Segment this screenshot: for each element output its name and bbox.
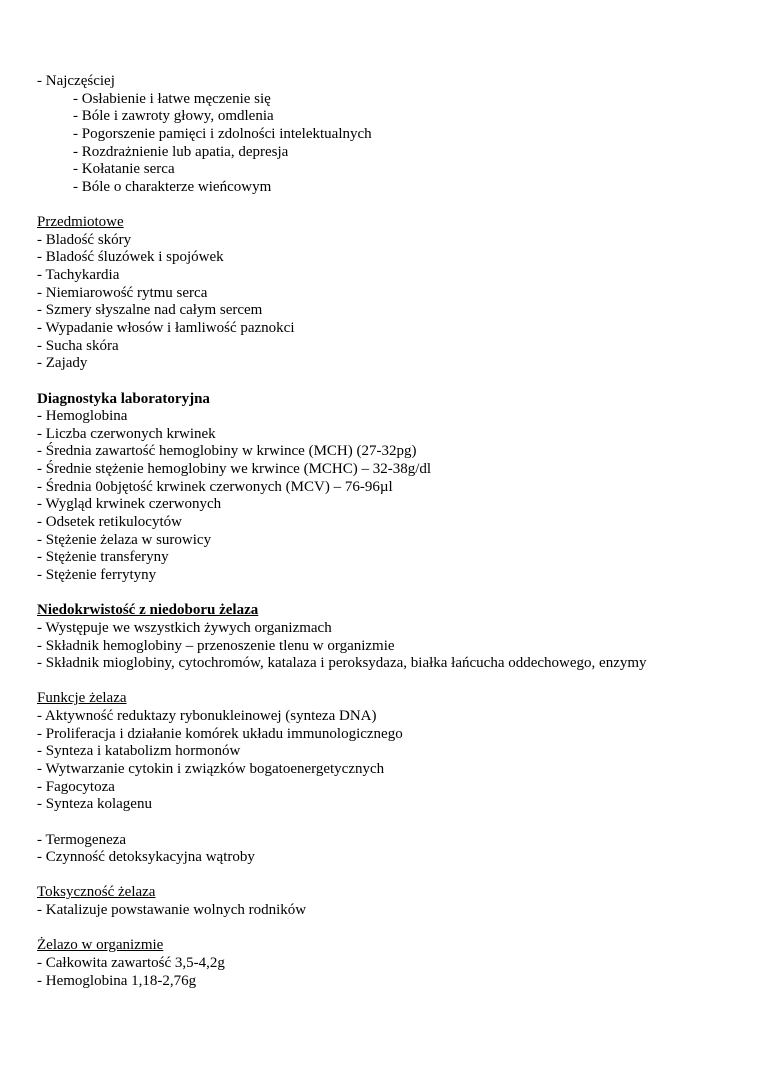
symptom-item: - Rozdrażnienie lub apatia, depresja	[73, 143, 289, 160]
objective-item: - Zajady	[37, 355, 88, 372]
iron-deficiency-item: - Występuje we wszystkich żywych organizmach	[37, 619, 332, 636]
symptom-item: - Kołatanie serca	[73, 161, 175, 178]
objective-item: - Tachykardia	[37, 267, 120, 284]
objective-item: - Szmery słyszalne nad całym sercem	[37, 302, 263, 319]
functions-item: - Aktywność reduktazy rybonukleinowej (synteza DNA)	[37, 708, 377, 725]
objective-item: - Niemiarowość rytmu serca	[37, 284, 208, 301]
objective-item: - Sucha skóra	[37, 337, 119, 354]
lab-item: - Hemoglobina	[37, 408, 128, 425]
functions-heading: Funkcje żelaza	[37, 690, 127, 707]
in-body-item: - Hemoglobina 1,18-2,76g	[37, 972, 197, 989]
functions-item: - Fagocytoza	[37, 778, 115, 795]
symptoms-intro: - Najczęściej	[37, 73, 115, 89]
section-spacer	[37, 196, 737, 214]
lab-item: - Wygląd krwinek czerwonych	[37, 496, 222, 513]
toxicity-item: - Katalizuje powstawanie wolnych rodników	[37, 902, 307, 919]
in-body-heading: Żelazo w organizmie	[37, 937, 164, 954]
section-spacer	[37, 867, 737, 885]
functions-item: - Termogeneza	[37, 831, 127, 848]
in-body-item: - Całkowita zawartość 3,5-4,2g	[37, 955, 225, 972]
iron-deficiency-heading: Niedokrwistość z niedoboru żelaza	[37, 602, 259, 619]
lab-heading: Diagnostyka laboratoryjna	[37, 390, 210, 407]
lab-item: - Stężenie transferyny	[37, 549, 169, 566]
functions-item: - Synteza kolagenu	[37, 796, 152, 813]
iron-deficiency-item: - Składnik mioglobiny, cytochromów, katalaza i peroksydaza, białka łańcucha oddechowego, enzymy	[37, 655, 647, 672]
lab-item: - Odsetek retikulocytów	[37, 514, 182, 531]
lab-item: - Średnia 0objętość krwinek czerwonych (MCV) – 76-96µl	[37, 478, 393, 495]
objective-heading: Przedmiotowe	[37, 214, 124, 231]
section-spacer	[37, 920, 737, 938]
objective-item: - Bladość śluzówek i spojówek	[37, 249, 224, 266]
toxicity-heading: Toksyczność żelaza	[37, 884, 156, 901]
symptom-item: - Bóle i zawroty głowy, omdlenia	[73, 108, 274, 125]
functions-item: - Proliferacja i działanie komórek układu immunologicznego	[37, 725, 403, 742]
lab-item: - Liczba czerwonych krwinek	[37, 425, 216, 442]
lab-item: - Stężenie ferrytyny	[37, 566, 157, 583]
lab-item: - Średnie stężenie hemoglobiny we krwince (MCHC) – 32-38g/dl	[37, 461, 432, 478]
objective-item: - Wypadanie włosów i łamliwość paznokci	[37, 319, 295, 336]
section-spacer	[37, 814, 737, 832]
functions-item: - Wytwarzanie cytokin i związków bogatoenergetycznych	[37, 760, 385, 777]
section-spacer	[37, 673, 737, 691]
functions-item: - Czynność detoksykacyjna wątroby	[37, 849, 255, 866]
lab-item: - Stężenie żelaza w surowicy	[37, 531, 212, 548]
section-spacer	[37, 585, 737, 603]
section-spacer	[37, 373, 737, 391]
objective-item: - Bladość skóry	[37, 231, 132, 248]
lab-item: - Średnia zawartość hemoglobiny w krwince (MCH) (27-32pg)	[37, 443, 417, 460]
symptom-item: - Pogorszenie pamięci i zdolności intelektualnych	[73, 125, 372, 142]
functions-item: - Synteza i katabolizm hormonów	[37, 743, 241, 760]
document-page	[37, 73, 737, 990]
symptom-item: - Bóle o charakterze wieńcowym	[73, 178, 272, 195]
iron-deficiency-item: - Składnik hemoglobiny – przenoszenie tlenu w organizmie	[37, 637, 395, 654]
symptom-item: - Osłabienie i łatwe męczenie się	[73, 90, 271, 107]
